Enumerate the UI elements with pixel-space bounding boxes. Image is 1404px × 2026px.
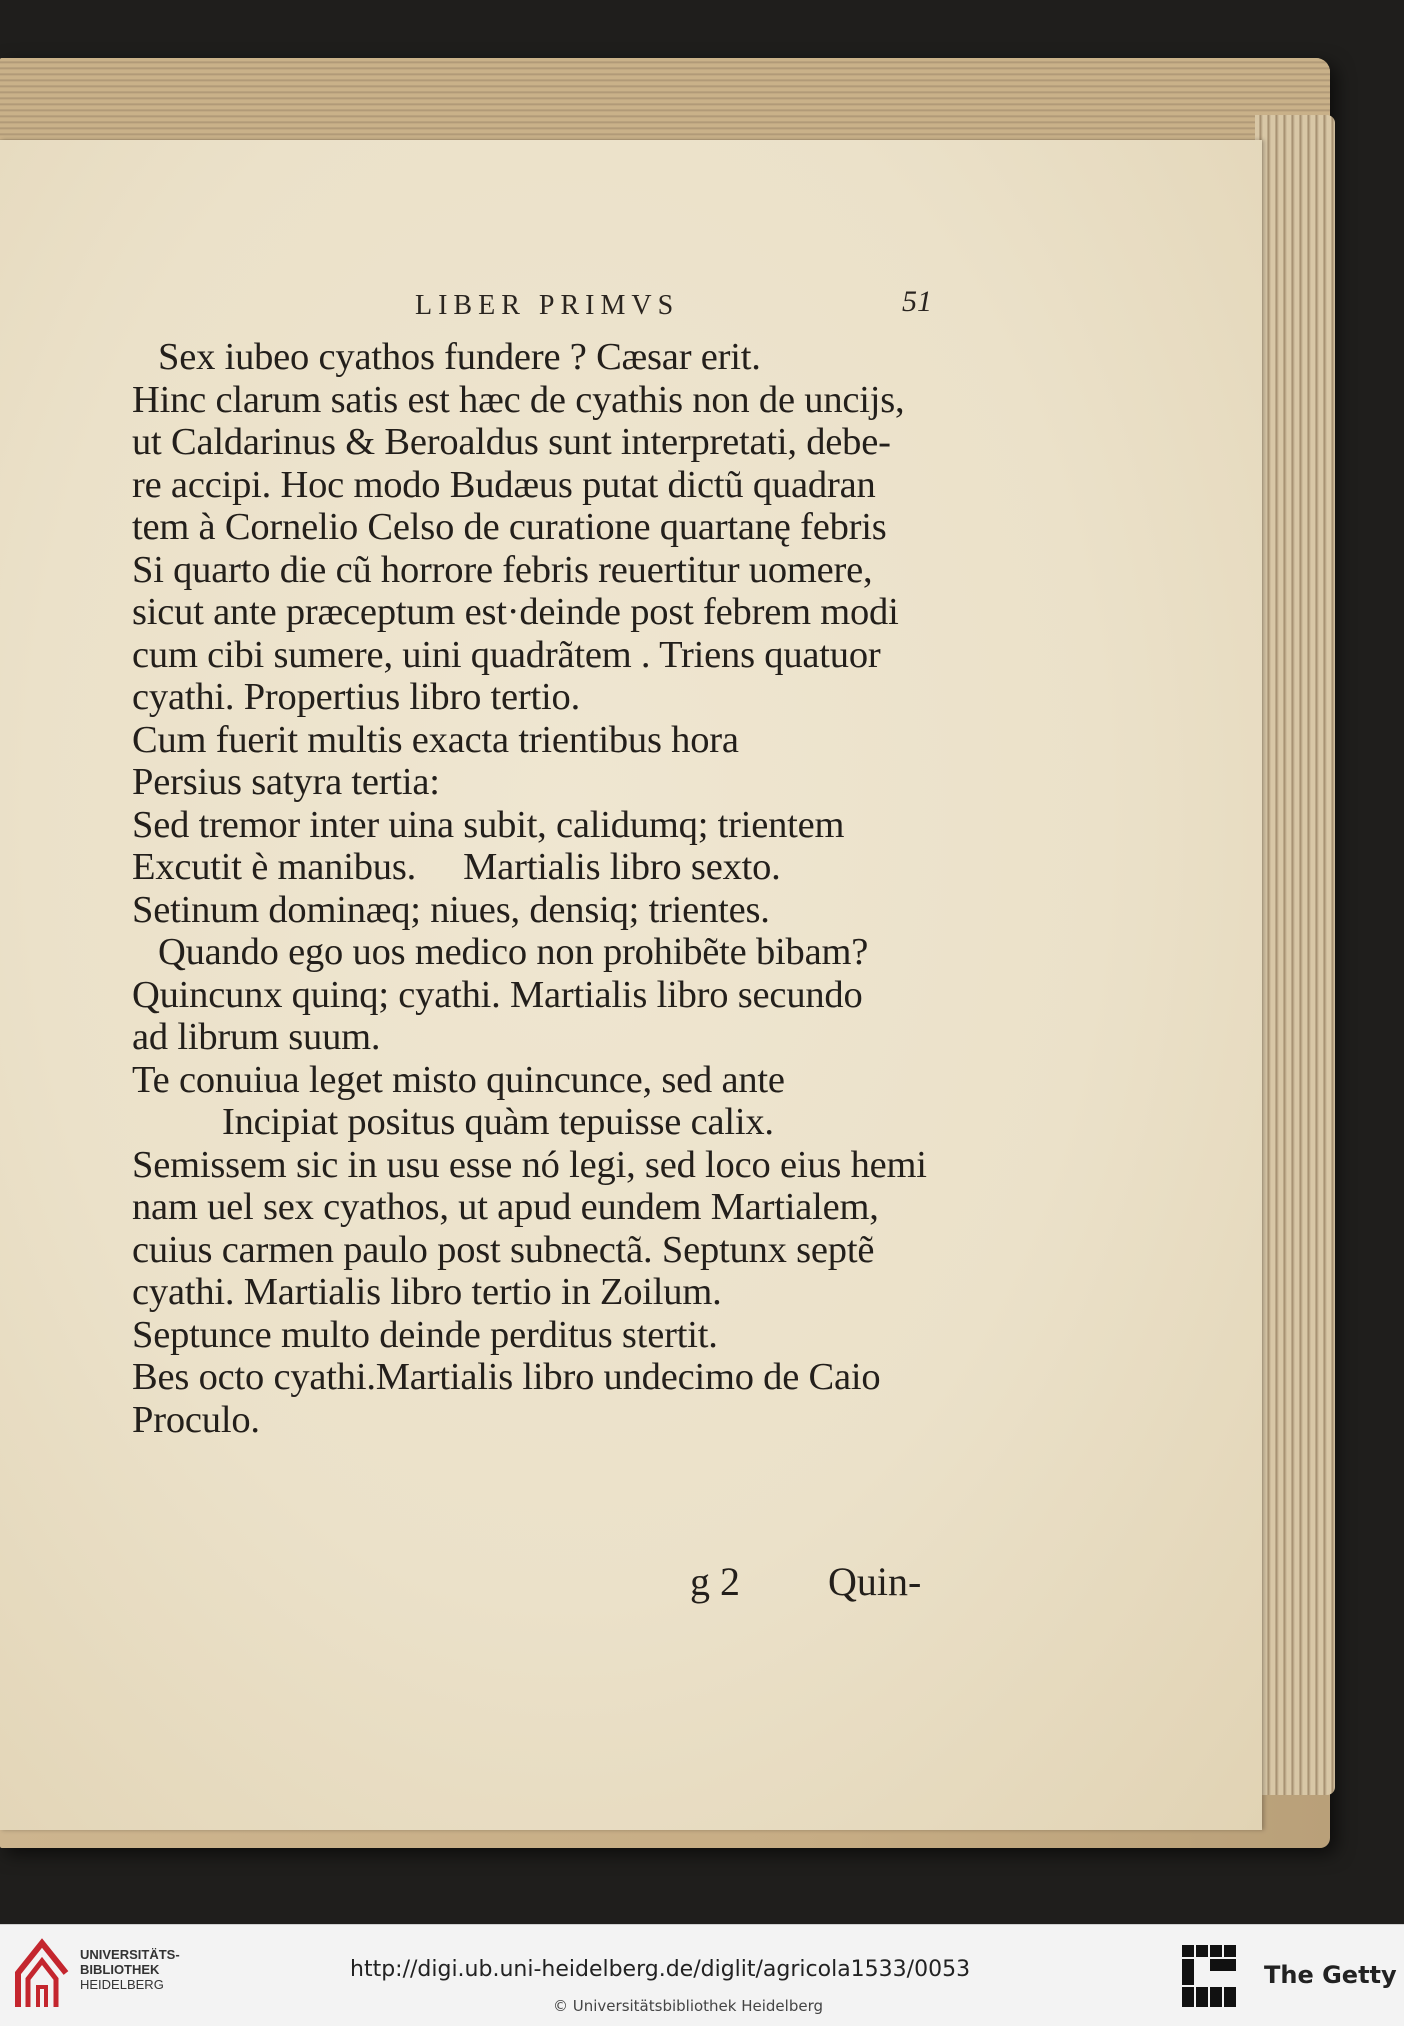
text-line: ut Caldarinus & Beroaldus sunt interpretati, debe- <box>132 421 891 463</box>
text-line: Sed tremor inter uina subit, calidumq; trientem <box>132 803 845 846</box>
text-line: Cum fuerit multis exacta trientibus hora <box>132 718 739 761</box>
page-stack <box>1255 115 1335 1795</box>
copyright-notice: © Universitätsbibliothek Heidelberg <box>553 1997 824 2015</box>
text-line: Si quarto die cũ horrore febris reuertitur uomere, <box>132 548 873 591</box>
library-name <box>80 1947 180 1992</box>
body-text <box>132 336 932 1441</box>
text-line: Proculo. <box>132 1398 260 1441</box>
text-line: cum cibi sumere, uini quadrãtem . Triens quatuor <box>132 633 881 676</box>
text-line: ad librum suum. <box>132 1016 381 1058</box>
text-line: Incipiat positus quàm tepuisse calix. <box>222 1101 774 1143</box>
permalink-url[interactable]: http://digi.ub.uni-heidelberg.de/diglit/agricola1533/0053 <box>350 1957 971 1982</box>
text-line: cyathi. Propertius libro tertio. <box>132 676 581 718</box>
text-line: Semissem sic in usu esse nó legi, sed loco eius hemi <box>132 1143 927 1186</box>
text-line: tem à Cornelio Celso de curatione quartanę febris <box>132 506 887 548</box>
text-line: Septunce multo deinde perditus stertit. <box>132 1313 718 1356</box>
text-line: nam uel sex cyathos, ut apud eundem Martialem, <box>132 1186 879 1228</box>
text-line: Persius satyra tertia: <box>132 761 440 803</box>
text-line: Sex iubeo cyathos fundere ? Cæsar erit. <box>158 336 761 378</box>
library-name-line: BIBLIOTHEK <box>80 1962 160 1977</box>
viewer-footer <box>0 1924 1404 2026</box>
text-line: Quando ego uos medico non prohibẽte bibam? <box>158 931 869 973</box>
catchword: Quin- <box>828 1559 922 1604</box>
getty-logo-icon <box>1180 1943 1240 2009</box>
running-head: LIBER PRIMVS <box>415 290 680 321</box>
text-line: Te conuiua leget misto quincunce, sed ante <box>132 1058 785 1101</box>
text-line: Excutit è manibus. Martialis libro sexto. <box>132 846 781 888</box>
text-line: Setinum dominæq; niues, densiq; trientes. <box>132 888 770 931</box>
partner-name: The Getty <box>1264 1961 1397 1989</box>
text-line: re accipi. Hoc modo Budæus putat dictũ quadran <box>132 463 876 506</box>
heidelberg-library-logo-icon <box>14 1937 70 2013</box>
text-line: sicut ante præceptum est·deinde post febrem modi <box>132 591 899 633</box>
text-line: Quincunx quinq; cyathi. Martialis libro secundo <box>132 973 863 1016</box>
page-number: 51 <box>902 285 932 318</box>
text-line: cuius carmen paulo post subnectã. Septunx septẽ <box>132 1228 875 1271</box>
library-name-line: HEIDELBERG <box>80 1977 164 1992</box>
text-line: cyathi. Martialis libro tertio in Zoilum. <box>132 1271 722 1313</box>
signature-mark: g 2 <box>690 1559 740 1604</box>
text-line: Hinc clarum satis est hæc de cyathis non de uncijs, <box>132 378 905 421</box>
library-name-line: UNIVERSITÄTS- <box>80 1947 180 1962</box>
text-line: Bes octo cyathi.Martialis libro undecimo de Caio <box>132 1356 881 1398</box>
